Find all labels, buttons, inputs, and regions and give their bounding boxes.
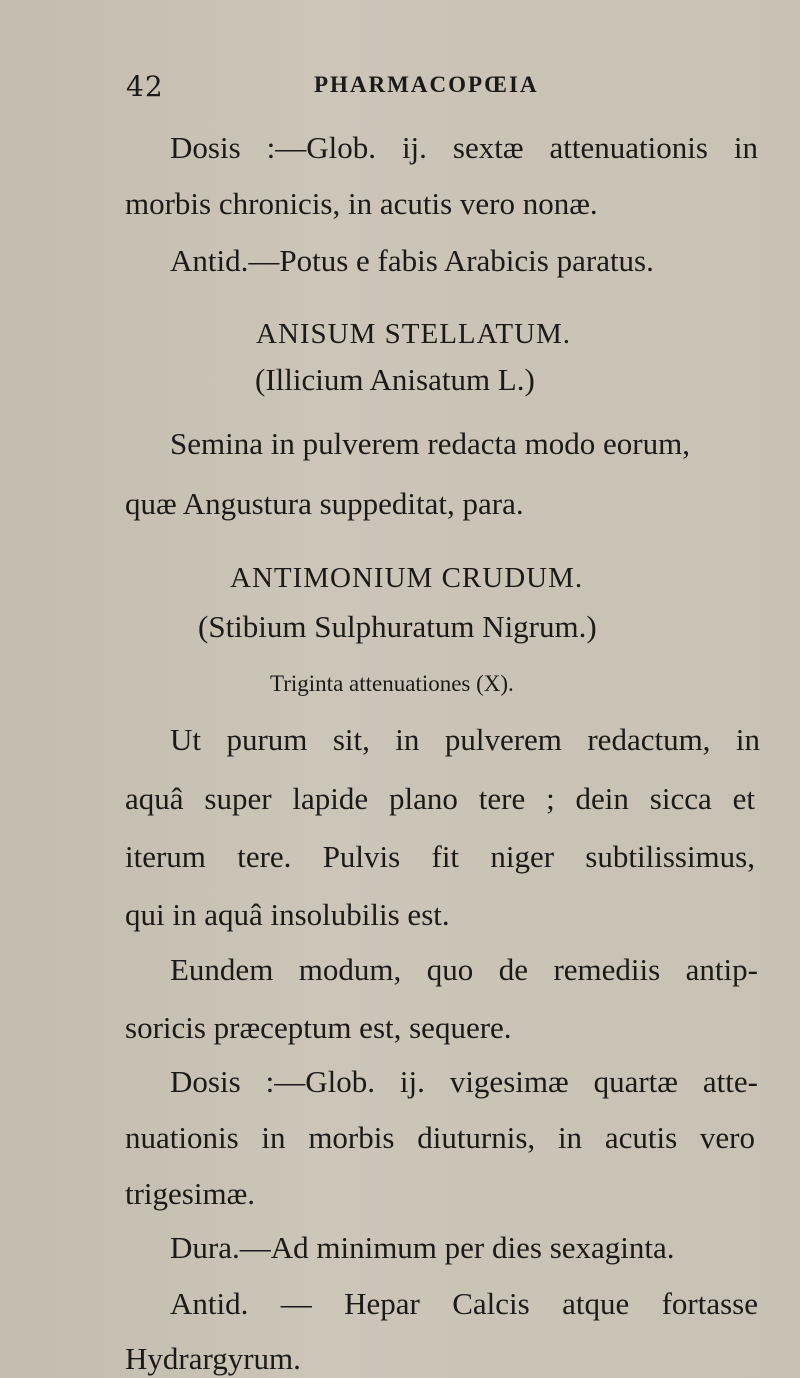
section-subtitle-anisum: (Illicium Anisatum L.) [255,362,535,397]
section-title-antimonium: ANTIMONIUM CRUDUM. [230,562,584,594]
section-subtitle-antimonium: (Stibium Sulphuratum Nigrum.) [198,609,597,644]
antimonium-line-9: trigesimæ. [125,1176,256,1211]
antimonium-line-4: qui in aquâ insolubilis est. [125,897,450,932]
antimonium-line-1: Ut purum sit, in pulverem redactum, in [170,722,760,757]
intro-line-3: Antid.—Potus e fabis Arabicis paratus. [170,243,654,278]
intro-line-2: morbis chronicis, in acutis vero nonæ. [125,186,598,221]
antimonium-line-5: Eundem modum, quo de remediis antip- [170,952,758,987]
anisum-line-1: Semina in pulverem redacta modo eorum, [170,426,690,461]
antimonium-line-3: iterum tere. Pulvis fit niger subtilissimus, [125,839,755,874]
intro-line-1: Dosis :—Glob. ij. sextæ attenuationis in [170,130,758,165]
antimonium-line-6: soricis præceptum est, sequere. [125,1010,512,1045]
antimonium-line-12: Hydrargyrum. [125,1341,301,1376]
page-number: 42 [126,70,164,103]
page-header [126,70,686,110]
antimonium-line-2: aquâ super lapide plano tere ; dein sicca et [125,781,755,816]
antimonium-line-10: Dura.—Ad minimum per dies sexaginta. [170,1230,675,1265]
antimonium-line-8: nuationis in morbis diuturnis, in acutis vero [125,1120,755,1155]
antimonium-line-11: Antid. — Hepar Calcis atque fortasse [170,1286,758,1321]
section-title-anisum: ANISUM STELLATUM. [256,318,572,350]
anisum-line-2: quæ Angustura suppeditat, para. [125,486,524,521]
attenuation-note: Triginta attenuationes (X). [270,671,514,696]
antimonium-line-7: Dosis :—Glob. ij. vigesimæ quartæ atte- [170,1064,758,1099]
running-title: PHARMACOPŒIA [314,72,539,97]
